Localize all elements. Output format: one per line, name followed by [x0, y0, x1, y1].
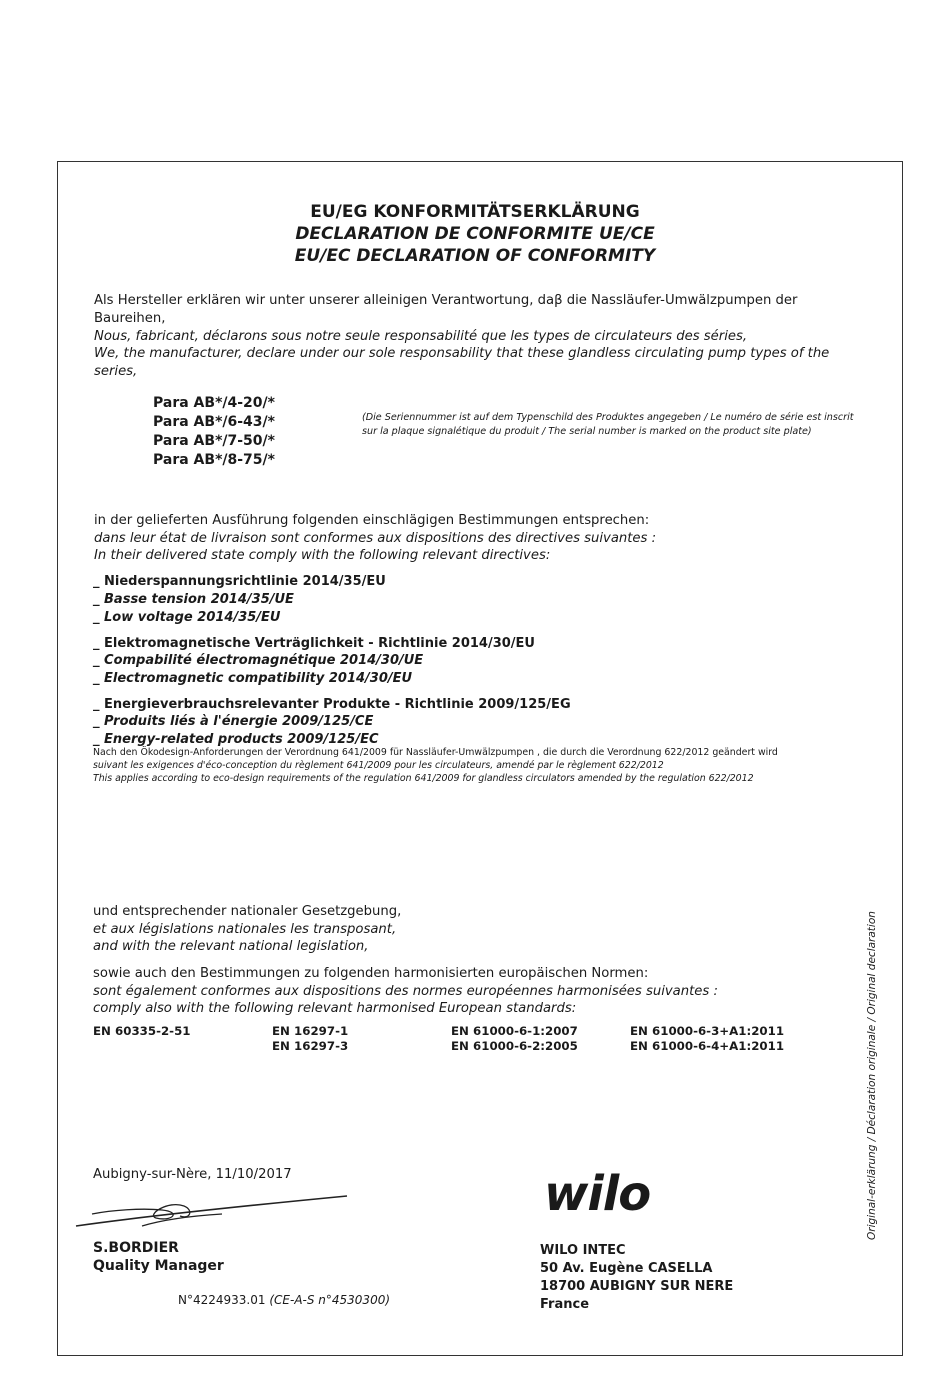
wilo-logo: wilo: [544, 1166, 651, 1222]
directive-emc-en: _ Electromagnetic compatibility 2014/30/EU: [93, 671, 413, 686]
directive-lv-en: _ Low voltage 2014/35/EU: [93, 610, 281, 625]
directive-erp-fr: _ Produits liés à l'énergie 2009/125/CE: [93, 714, 374, 729]
national-en: and with the relevant national legislation,: [93, 939, 369, 954]
intro-en-line1: We, the manufacturer, declare under our sole responsability that these glandless circulating pump types of the: [94, 346, 830, 361]
directive-erp-de: _ Energieverbrauchsrelevanter Produkte - Richtlinie 2009/125/EG: [93, 697, 571, 712]
standard-en-16297-3: EN 16297-3: [272, 1039, 349, 1053]
standard-en-16297-1: EN 16297-1: [272, 1024, 349, 1038]
directive-erp-en: _ Energy-related products 2009/125/EC: [93, 732, 379, 747]
place-date: Aubigny-sur-Nère, 11/10/2017: [93, 1167, 292, 1182]
directive-lv-fr: _ Basse tension 2014/35/UE: [93, 592, 294, 607]
intro-fr: Nous, fabricant, déclarons sous notre seule responsabilité que les types de circulateurs des séries,: [94, 329, 748, 344]
directive-lv-de: _ Niederspannungsrichtlinie 2014/35/EU: [93, 574, 386, 589]
national-fr: et aux législations nationales les transposant,: [93, 922, 397, 937]
standard-en-61000-6-2: EN 61000-6-2:2005: [451, 1039, 578, 1053]
intro-de-line1: Als Hersteller erklären wir unter unserer alleinigen Verantwortung, daβ die Nassläufer-Umwälzpumpen der: [94, 293, 798, 308]
delivered-de: in der gelieferten Ausführung folgenden einschlägigen Bestimmungen entsprechen:: [94, 513, 650, 528]
title-de: EU/EG KONFORMITÄTSERKLÄRUNG: [310, 202, 640, 222]
harmonised-fr: sont également conformes aux dispositions des normes européennes harmonisées suivantes :: [93, 984, 718, 999]
doc-number-main: N°4224933.01: [178, 1293, 266, 1307]
delivered-en: In their delivered state comply with the following relevant directives:: [94, 548, 551, 563]
company-city: 18700 AUBIGNY SUR NERE: [540, 1279, 734, 1294]
product-2: Para AB*/6-43/*: [153, 414, 275, 430]
company-country: France: [540, 1297, 590, 1312]
national-de: und entsprechender nationaler Gesetzgebung,: [93, 904, 402, 919]
title-fr: DECLARATION DE CONFORMITE UE/CE: [295, 224, 655, 244]
harmonised-de: sowie auch den Bestimmungen zu folgenden harmonisierten europäischen Normen:: [93, 966, 649, 981]
standard-en-61000-6-1: EN 61000-6-1:2007: [451, 1024, 578, 1038]
harmonised-en: comply also with the following relevant harmonised European standards:: [93, 1001, 577, 1016]
product-4: Para AB*/8-75/*: [153, 452, 275, 468]
company-street: 50 Av. Eugène CASELLA: [540, 1261, 713, 1276]
ecodesign-fr: suivant les exigences d'éco-conception du règlement 641/2009 pour les circulateurs, amendé par le règlement 622/2012: [93, 760, 664, 771]
directive-emc-fr: _ Compabilité électromagnétique 2014/30/UE: [93, 653, 424, 668]
intro-de-line2: Baureihen,: [94, 311, 166, 326]
directive-emc-de: _ Elektromagnetische Verträglichkeit - Richtlinie 2014/30/EU: [93, 636, 535, 651]
signatory-name: S.BORDIER: [93, 1240, 179, 1256]
original-declaration-note: Original-erklärung / Déclaration originale / Original declaration: [866, 911, 878, 1240]
company-name: WILO INTEC: [540, 1243, 626, 1258]
standard-en-61000-6-3: EN 61000-6-3+A1:2011: [630, 1024, 785, 1038]
ecodesign-en: This applies according to eco-design requirements of the regulation 641/2009 for glandless circulators amended by the regulation 622/2012: [93, 773, 754, 784]
signature: [72, 1186, 352, 1232]
ecodesign-de: Nach den Ökodesign-Anforderungen der Verordnung 641/2009 für Nassläufer-Umwälzpumpen , die durch die Verordnung 622/2012 geändert wird: [93, 747, 778, 758]
signatory-role: Quality Manager: [93, 1258, 224, 1274]
standard-en-61000-6-4: EN 61000-6-4+A1:2011: [630, 1039, 785, 1053]
doc-number-ref: (CE-A-S n°4530300): [269, 1293, 391, 1307]
doc-number: [178, 1292, 390, 1310]
product-1: Para AB*/4-20/*: [153, 395, 275, 411]
title-en: EU/EC DECLARATION OF CONFORMITY: [294, 246, 656, 266]
delivered-fr: dans leur état de livraison sont conformes aux dispositions des directives suivantes :: [94, 531, 657, 546]
standard-en-60335: EN 60335-2-51: [93, 1024, 191, 1038]
serial-note: (Die Seriennummer ist auf dem Typenschild des Produktes angegeben / Le numéro de série est inscrit sur la plaque signalétique du produit / The serial number is marked on the product site plate): [362, 412, 854, 437]
intro-en-line2: series,: [94, 364, 138, 379]
product-3: Para AB*/7-50/*: [153, 433, 275, 449]
